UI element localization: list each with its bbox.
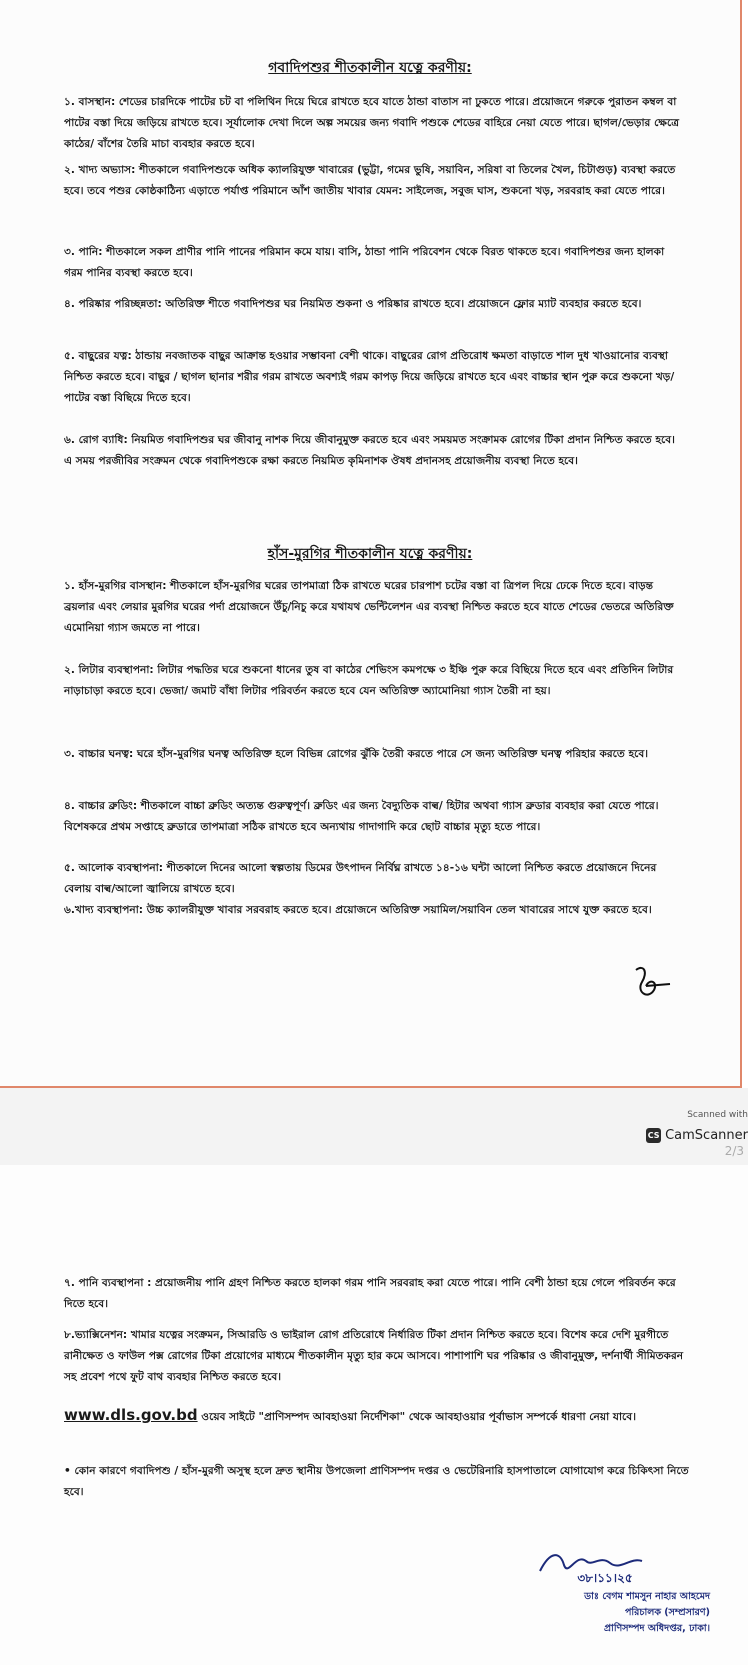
poultry-item-4: ৪. বাচ্চার ব্রুডিং: শীতকালে বাচ্চা ব্রুডিং অত্যন্ত গুরুত্বপূর্ণ। ব্রুডিং এর জন্য বৈদ্যুতিক বাল্ব/ হিটার অথবা গ্যাস ব্রুডার ব্যবহার করা যেতে পারে। বিশেষকরে প্রথম সপ্তাহে ব্রুডারে তাপমাত্রা সঠিক রাখতে হবে অন্যথায় গাদাগাদি করে ছোট বাচ্চার মৃত্যু হতে পারে।	[64, 800, 659, 833]
poultry-item-1: ১. হাঁস-মুরগির বাসস্থান: শীতকালে হাঁস-মুরগির ঘরের তাপমাত্রা ঠিক রাখতে ঘরের চারপাশ চটের বস্তা বা ত্রিপল দিয়ে ঢেকে দিতে হবে। বাড়ন্ত ব্রয়লার এবং লেয়ার মুরগির ঘরের পর্দা প্রয়োজনে উঁচু/নিচু করে যথাযথ ভেন্টিলেশন এর ব্যবস্থা নিশ্চিত করতে হবে যাতে শেডের ভেতরে অতিরিক্ত এমোনিয়া গ্যাস জমতে না পারে।	[64, 580, 674, 634]
cattle-item-1: ১. বাসস্থান: শেডের চারদিকে পাটের চট বা পলিথিন দিয়ে ঘিরে রাখতে হবে যাতে ঠান্ডা বাতাস না ঢুকতে পারে। প্রয়োজনে গরুকে পুরাতন কম্বল বা পাটের বস্তা দিয়ে জড়িয়ে রাখতে হবে। সূর্যালোক দেখা দিলে অল্প সময়ের জন্য গবাদি পশুকে শেডের বাহিরে নেয়া যেতে পারে। ছাগল/ভেড়ার ক্ষেত্রে কাঠের/ বাঁশের তৈরি মাচা ব্যবহার করতে হবে।	[64, 96, 679, 150]
heading-cattle-winter-care: গবাদিপশুর শীতকালীন যত্নে করণীয়:	[268, 60, 472, 76]
poultry-item-3: ৩. বাচ্চার ঘনত্ব: ঘরে হাঁস-মুরগির ঘনত্ব অতিরিক্ত হলে বিভিন্ন রোগের ঝুঁকি তৈরী করতে পারে সে জন্য অতিরিক্ত ঘনত্ব পরিহার করতে হবে।	[64, 748, 649, 760]
poultry-item-2: ২. লিটার ব্যবস্থাপনা: লিটার পদ্ধতির ঘরে শুকনো ধানের তুষ বা কাঠের শেভিংস কমপক্ষে ৩ ইঞ্চি পুরু করে বিছিয়ে দিতে হবে এবং প্রতিদিন লিটার নাড়াচাড়া করতে হবে। ভেজা/ জমাট বাঁধা লিটার পরিবর্তন করতে হবে যেন অতিরিক্ত অ্যামোনিয়া গ্যাস তৈরী না হয়।	[64, 664, 674, 697]
cattle-item-2: ২. খাদ্য অভ্যাস: শীতকালে গবাদিপশুকে অধিক ক্যালরিযুক্ত খাবারের (ভুট্টা, গমের ভুষি, সয়াবিন, সরিষা বা তিলের খৈল, চিটাগুড়) ব্যবস্থা করতে হবে। তবে পশুর কোষ্ঠকাঠিন্য এড়াতে পর্যাপ্ত পরিমানে আঁশ জাতীয় খাবার যেমন: সাইলেজ, সবুজ ঘাস, শুকনো খড়, সরবরাহ করা যেতে পারে।	[64, 164, 676, 197]
cattle-item-5: ৫. বাছুরের যত্ন: ঠান্ডায় নবজাতক বাছুর আক্রান্ত হওয়ার সম্ভাবনা বেশী থাকে। বাছুরের রোগ প্রতিরোধ ক্ষমতা বাড়াতে শাল দুধ খাওয়ানোর ব্যবস্থা নিশ্চিত করতে হবে। বাছুর / ছাগল ছানার শরীর গরম রাখতে অবশ্যই গরম কাপড় দিয়ে জড়িয়ে রাখতে হবে এবং বাচ্চার স্থান পুরু করে শুকনো খড়/ পাটের বস্তা বিছিয়ে দিতে হবে।	[64, 350, 675, 404]
scanned-with-label: Scanned with	[687, 1110, 748, 1120]
poultry-item-5: ৫. আলোক ব্যবস্থাপনা: শীতকালে দিনের আলো স্বল্পতায় ডিমের উৎপাদন নির্বিঘ্ন রাখতে ১৪-১৬ ঘন্টা আলো নিশ্চিত করতে প্রয়োজনে দিনের বেলায় বাল্ব/আলো জ্বালিয়ে রাখতে হবে।	[64, 862, 657, 895]
camscanner-name: CamScanner	[665, 1127, 748, 1143]
officer-name: ডাঃ বেগম শামসুন নাহার আহমেদ	[584, 1591, 710, 1602]
cattle-item-6: ৬. রোগ ব্যাধি: নিয়মিত গবাদিপশুর ঘর জীবানু নাশক দিয়ে জীবানুমুক্ত করতে হবে এবং সময়মত সংক্রামক রোগের টিকা প্রদান নিশ্চিত করতে হবে। এ সময় পরজীবির সংক্রমন থেকে গবাদিপশুকে রক্ষা করতে নিয়মিত কৃমিনাশক ঔষধ প্রদানসহ প্রয়োজনীয় ব্যবস্থা নিতে হবে।	[64, 434, 675, 467]
signature-date: ৩৮।১১।২৫	[577, 1571, 633, 1585]
item-7-water-management: ৭. পানি ব্যবস্থাপনা : প্রয়োজনীয় পানি গ্রহণ নিশ্চিত করতে হালকা গরম পানি সরবরাহ করা যেতে পারে। পানি বেশী ঠান্ডা হয়ে গেলে পরিবর্তন করে দিতে হবে।	[64, 1277, 676, 1310]
officer-office: প্রাণিসম্পদ অধিদপ্তর, ঢাকা।	[603, 1623, 710, 1634]
bullet-treatment-note: • কোন কারণে গবাদিপশু / হাঁস-মুরগী অসুস্থ হলে দ্রুত স্থানীয় উপজেলা প্রাণিসম্পদ দপ্তর ও ভেটেরিনারি হাসপাতালে যোগাযোগ করে চিকিৎসা নিতে হবে।	[64, 1465, 689, 1498]
page-gap	[0, 1088, 748, 1165]
website-note	[64, 1405, 694, 1428]
camscanner-icon: CS	[646, 1128, 661, 1143]
item-8-vaccination: ৮.ভ্যাক্সিনেশন: খামার যত্নের সংক্রমন, সিআরডি ও ভাইরাল রোগ প্রতিরোধে নির্ধারিত টিকা প্রদান নিশ্চিত করতে হবে। বিশেষ করে দেশি মুরগীতে রানীক্ষেত ও ফাউল পক্স রোগের টিকা প্রয়োগের মাধ্যমে শীতকালীন মৃত্যু হার কমে আসবে। পাশাপাশি ঘর পরিষ্কার ও জীবানুমুক্ত, দর্শনার্থী সীমিতকরন সহ প্রবেশ পথে ফুট বাথ ব্যবহার নিশ্চিত করতে হবে।	[64, 1329, 684, 1383]
cattle-item-4: ৪. পরিষ্কার পরিচ্ছন্নতা: অতিরিক্ত শীতে গবাদিপশুর ঘর নিয়মিত শুকনা ও পরিষ্কার রাখতে হবে। প্রয়োজনে ফ্লোর ম্যাট ব্যবহার করতে হবে।	[64, 298, 642, 310]
cattle-item-3: ৩. পানি: শীতকালে সকল প্রাণীর পানি পানের পরিমান কমে যায়। বাসি, ঠান্ডা পানি পরিবেশন থেকে বিরত থাকতে হবে। গবাদিপশুর জন্য হালকা গরম পানির ব্যবস্থা করতে হবে।	[64, 246, 665, 279]
website-note-text: ওয়েব সাইটে "প্রাণিসম্পদ আবহাওয়া নির্দেশিকা" থেকে আবহাওয়ার পূর্বাভাস সম্পর্কে ধারণা নেয়া যাবে।	[197, 1411, 636, 1423]
initial-signature-mark	[626, 960, 676, 1008]
officer-designation: পরিচালক (সম্প্রসারণ)	[624, 1607, 710, 1618]
heading-poultry-winter-care: হাঁস-মুরগির শীতকালীন যত্নে করণীয়:	[267, 546, 473, 562]
poultry-item-6: ৬.খাদ্য ব্যবস্থাপনা: উচ্চ ক্যালরীযুক্ত খাবার সরবরাহ করতে হবে। প্রয়োজনে অতিরিক্ত সয়ামিল/সয়াবিন তেল খাবারের সাথে যুক্ত করতে হবে।	[64, 904, 652, 916]
official-signature-block	[470, 1545, 710, 1655]
page-number-mark: 2/3	[724, 1144, 744, 1158]
dls-website-link[interactable]: www.dls.gov.bd	[64, 1406, 198, 1424]
camscanner-watermark	[646, 1126, 748, 1144]
